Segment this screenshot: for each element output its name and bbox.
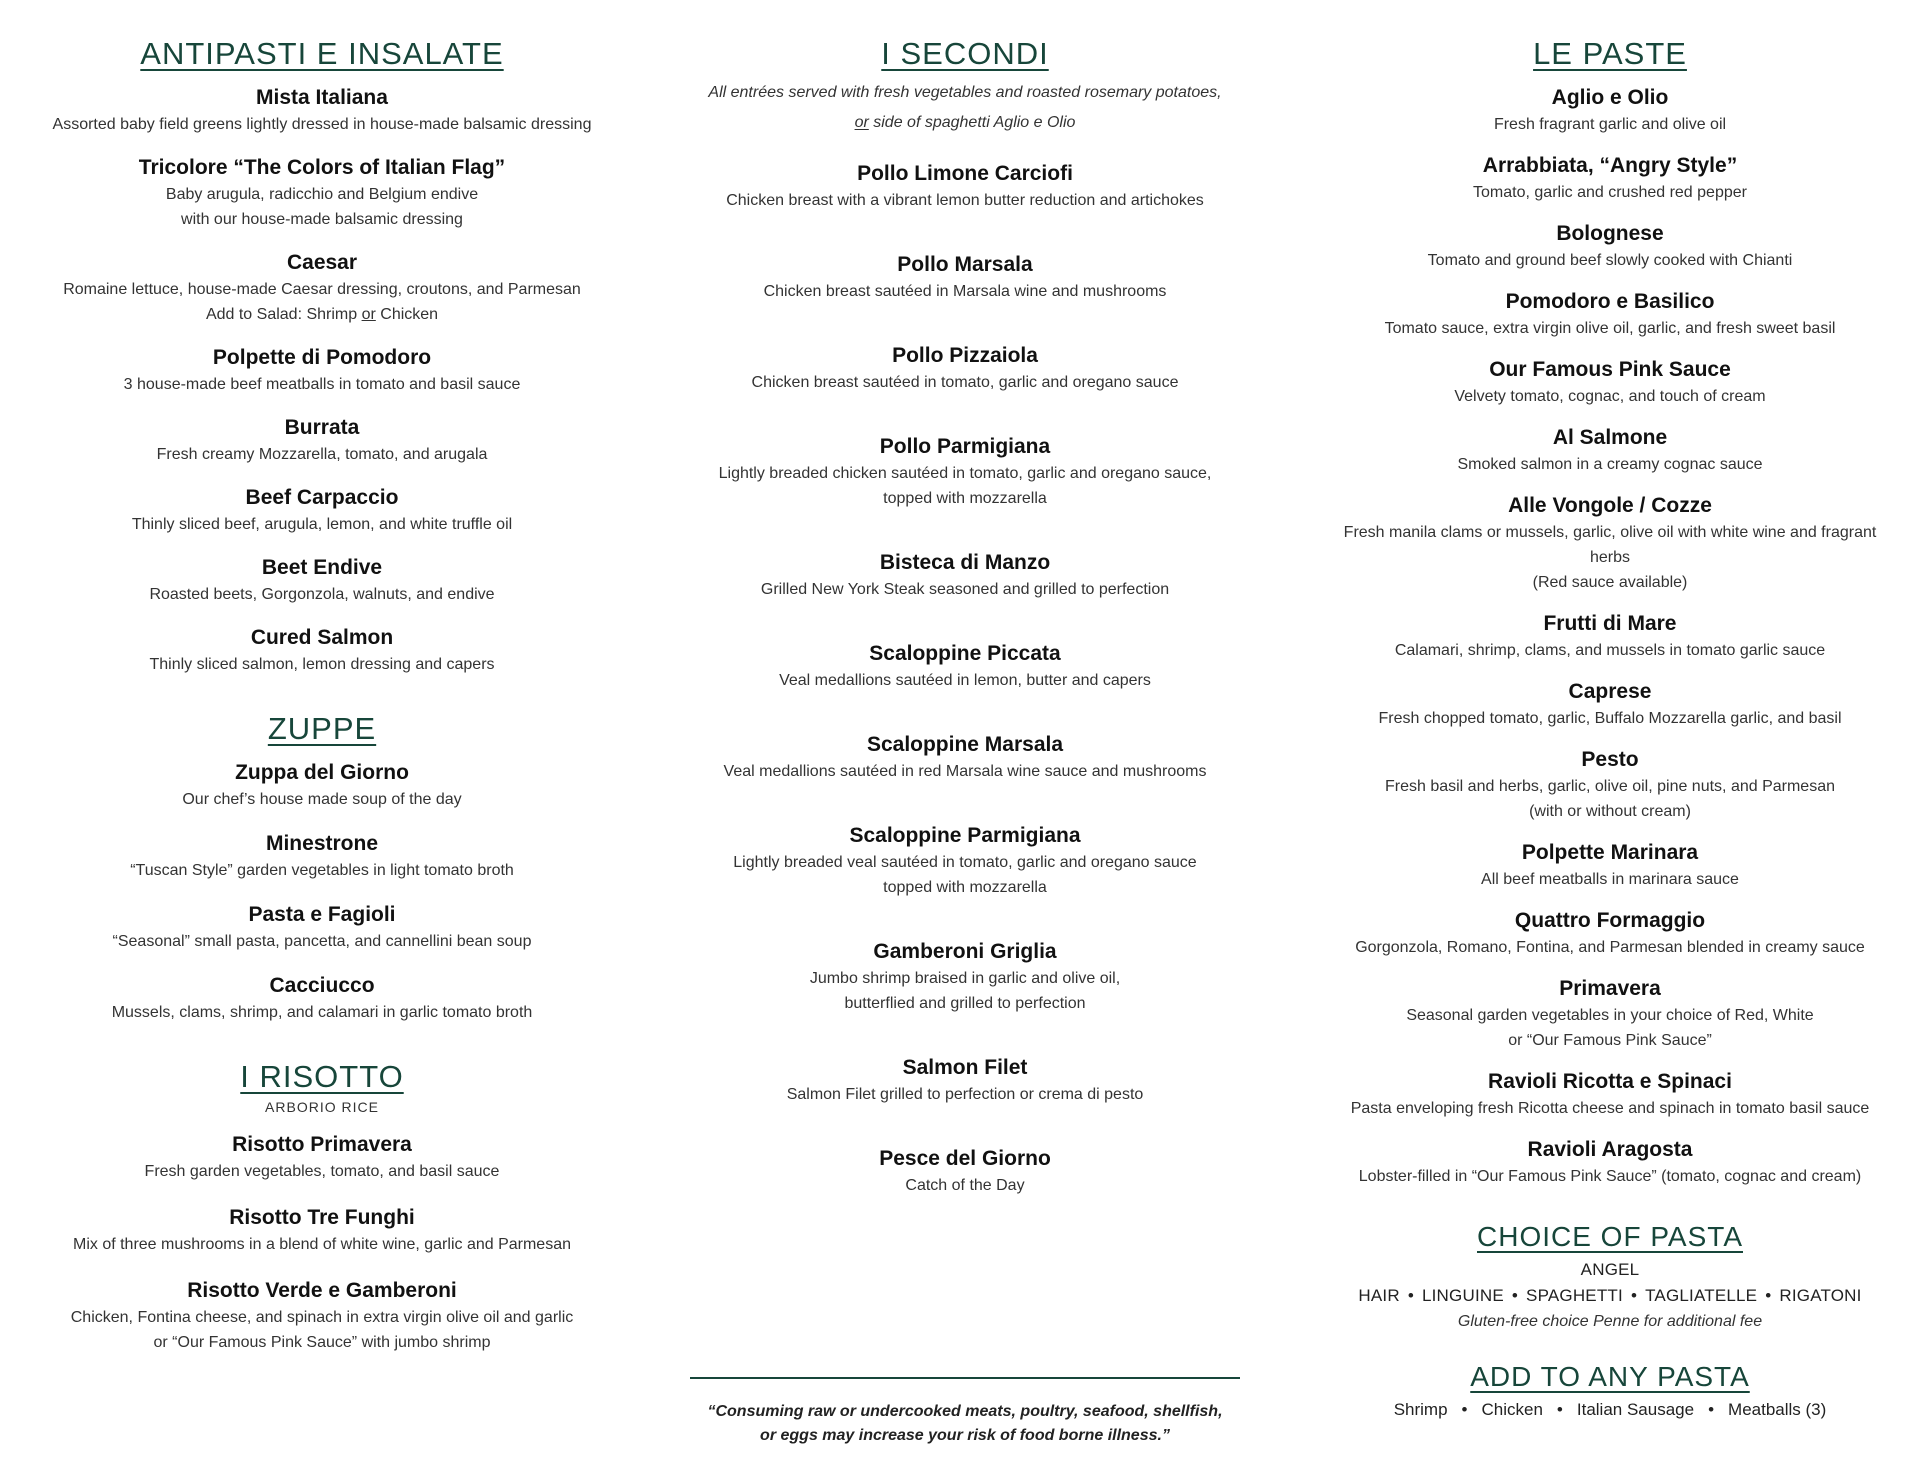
item-name: Risotto Tre Funghi [229,1206,415,1229]
menu-item [690,342,1240,395]
menu-item [1330,288,1890,341]
disclaimer-line1: “Consuming raw or undercooked meats, poultry, seafood, shellfish, [707,1403,1223,1420]
item-name: Scaloppine Piccata [869,642,1061,665]
item-name: Zuppa del Giorno [235,761,409,784]
secondi-intro [690,78,1240,138]
menu-item [52,759,592,812]
menu-item [52,484,592,537]
item-description: Grilled New York Steak seasoned and grilled to perfection [760,581,1170,598]
item-description: Tomato and ground beef slowly cooked with Chianti [1427,252,1793,269]
item-name: Beet Endive [261,556,383,579]
disclaimer-divider [690,1377,1240,1379]
item-name: Pollo Marsala [897,253,1033,276]
item-description: Baby arugula, radicchio and Belgium endive [165,186,479,203]
item-description: Jumbo shrimp braised in garlic and olive oil, [809,970,1121,987]
menu-item [52,554,592,607]
menu-item [690,1145,1240,1198]
item-addon-line [52,302,592,327]
item-description: Fresh creamy Mozzarella, tomato, and arugala [156,446,488,463]
pasta-option: RIGATONI [1779,1286,1862,1305]
add-to-pasta-options [1330,1397,1890,1423]
add-option: Meatballs (3) [1728,1400,1827,1419]
item-name: Bolognese [1556,222,1664,245]
left-column [52,34,592,1375]
item-description: Chicken breast sautéed in Marsala wine and mushrooms [763,283,1167,300]
item-name: Ravioli Aragosta [1527,1138,1693,1161]
item-name: Pollo Pizzaiola [892,344,1038,367]
item-description: Lightly breaded veal sautéed in tomato, garlic and oregano sauce [733,854,1197,871]
secondi-intro-line1: All entrées served with fresh vegetables and roasted rosemary potatoes, [708,84,1222,101]
zuppe-list [52,759,592,1025]
menu-item [1330,1068,1890,1121]
item-name: Arrabbiata, “Angry Style” [1482,154,1738,177]
item-description: Velvety tomato, cognac, and touch of cream [1454,388,1766,405]
item-name: Pollo Parmigiana [879,435,1051,458]
menu-item [1330,152,1890,205]
item-description: Thinly sliced beef, arugula, lemon, and white truffle oil [131,516,513,533]
item-description: Veal medallions sautéed in lemon, butter and capers [779,672,1151,689]
menu-item [690,160,1240,213]
item-name: Scaloppine Parmigiana [849,824,1081,847]
addon-or: or [361,306,376,323]
item-description: Tomato sauce, extra virgin olive oil, garlic, and fresh sweet basil [1384,320,1836,337]
menu-item [1330,975,1890,1053]
item-description: Our chef’s house made soup of the day [182,791,462,808]
pasta-option: LINGUINE [1421,1286,1504,1305]
secondi-title: I SECONDI [881,36,1049,71]
menu-item [690,251,1240,304]
food-safety-disclaimer [690,1400,1240,1448]
item-name: Burrata [284,416,360,439]
gluten-free-note: Gluten-free choice Penne for additional fee [1457,1313,1763,1330]
add-option: Shrimp [1393,1400,1448,1419]
separator-dot: • [1765,1286,1772,1305]
item-name: Scaloppine Marsala [866,733,1064,756]
menu-item [690,938,1240,1016]
item-description: Assorted baby field greens lightly dressed in house-made balsamic dressing [52,116,592,133]
separator-dot: • [1511,1286,1519,1305]
menu-item [690,640,1240,693]
menu-item [52,414,592,467]
item-description: “Tuscan Style” garden vegetables in light tomato broth [130,862,514,879]
addon-prefix: Add to Salad: Shrimp [205,306,362,323]
item-description: (with or without cream) [1529,803,1691,820]
item-name: Pesto [1581,748,1639,771]
item-name: Caprese [1568,680,1652,703]
menu-item [52,84,592,137]
menu-item [1330,907,1890,960]
item-name: Risotto Primavera [232,1133,412,1156]
menu-item [52,1204,592,1257]
menu-item [1330,356,1890,409]
separator-dot: • [1630,1286,1638,1305]
secondi-list [690,160,1240,1198]
separator-dot: • [1556,1400,1563,1419]
item-name: Alle Vongole / Cozze [1508,494,1712,517]
item-name: Ravioli Ricotta e Spinaci [1488,1070,1732,1093]
item-name: Pasta e Fagioli [248,903,396,926]
antipasti-list [52,84,592,677]
item-description: Veal medallions sautéed in red Marsala wine sauce and mushrooms [723,763,1207,780]
menu-item [690,731,1240,784]
menu-item [1330,678,1890,731]
item-description: Pasta enveloping fresh Ricotta cheese and spinach in tomato basil sauce [1350,1100,1870,1117]
item-description: Fresh garden vegetables, tomato, and basil sauce [144,1163,500,1180]
item-name: Frutti di Mare [1543,612,1677,635]
item-description: or “Our Famous Pink Sauce” with jumbo shrimp [153,1334,491,1351]
item-description: Calamari, shrimp, clams, and mussels in tomato garlic sauce [1394,642,1826,659]
menu-item [52,972,592,1025]
item-name: Pollo Limone Carciofi [857,162,1073,185]
item-name: Primavera [1559,977,1661,1000]
item-name: Bisteca di Manzo [879,551,1051,574]
secondi-intro-line2: side of spaghetti Aglio e Olio [868,114,1076,131]
pasta-option: SPAGHETTI [1526,1286,1623,1305]
menu-item [1330,424,1890,477]
item-name: Pomodoro e Basilico [1505,290,1715,313]
menu-item [52,249,592,327]
menu-item [690,433,1240,511]
item-name: Cacciucco [269,974,375,997]
item-description: topped with mozzarella [883,490,1047,507]
menu-item [1330,492,1890,595]
item-description: Romaine lettuce, house-made Caesar dressing, croutons, and Parmesan [63,281,581,298]
menu-item [690,822,1240,900]
item-description: 3 house-made beef meatballs in tomato and basil sauce [123,376,521,393]
secondi-intro-or: or [854,114,869,131]
item-name: Polpette Marinara [1521,841,1699,864]
item-description: Fresh manila clams or mussels, garlic, olive oil with white wine and fragrant herbs [1343,524,1877,566]
menu-item [1330,746,1890,824]
item-description: Seasonal garden vegetables in your choice of Red, White [1406,1007,1814,1024]
item-description: or “Our Famous Pink Sauce” [1508,1032,1712,1049]
item-description: Chicken, Fontina cheese, and spinach in extra virgin olive oil and garlic [70,1309,574,1326]
item-name: Risotto Verde e Gamberoni [187,1279,457,1302]
pasta-choice-options [1330,1257,1890,1309]
item-name: Gamberoni Griglia [873,940,1057,963]
menu-item [52,344,592,397]
menu-item [52,154,592,232]
item-name: Tricolore “The Colors of Italian Flag” [138,156,506,179]
item-description: topped with mozzarella [883,879,1047,896]
item-description: Fresh basil and herbs, garlic, olive oil, pine nuts, and Parmesan [1384,778,1835,795]
item-description: Smoked salmon in a creamy cognac sauce [1457,456,1763,473]
item-name: Beef Carpaccio [245,486,399,509]
risotto-subtitle: ARBORIO RICE [265,1099,379,1115]
menu-item [52,1277,592,1355]
separator-dot: • [1407,1286,1414,1305]
item-description: Thinly sliced salmon, lemon dressing and capers [149,656,495,673]
item-description: with our house-made balsamic dressing [181,211,463,228]
item-description: Catch of the Day [905,1177,1025,1194]
item-description: Chicken breast with a vibrant lemon butter reduction and artichokes [726,192,1204,209]
add-option: Italian Sausage [1576,1400,1695,1419]
item-description: Mix of three mushrooms in a blend of white wine, garlic and Parmesan [72,1236,571,1253]
item-description: Tomato, garlic and crushed red pepper [1473,184,1747,201]
item-name: Minestrone [265,832,378,855]
addon-suffix: Chicken [375,306,439,323]
item-description: All beef meatballs in marinara sauce [1481,871,1739,888]
menu-item [1330,839,1890,892]
item-name: Aglio e Olio [1551,86,1669,109]
menu-item [1330,220,1890,273]
paste-title: LE PASTE [1533,36,1687,71]
add-to-pasta-title: ADD TO ANY PASTA [1470,1361,1750,1392]
item-description: butterflied and grilled to perfection [844,995,1086,1012]
item-description: Chicken breast sautéed in tomato, garlic and oregano sauce [751,374,1179,391]
item-description: Fresh fragrant garlic and olive oil [1493,116,1727,133]
item-description: Lightly breaded chicken sautéed in tomato, garlic and oregano sauce, [718,465,1212,482]
pasta-option: TAGLIATELLE [1645,1286,1758,1305]
item-name: Polpette di Pomodoro [212,346,432,369]
item-name: Cured Salmon [250,626,394,649]
disclaimer-line2: or eggs may increase your risk of food borne illness.” [760,1427,1170,1444]
separator-dot: • [1708,1400,1715,1419]
item-description: Mussels, clams, shrimp, and calamari in garlic tomato broth [111,1004,533,1021]
menu-item [690,1054,1240,1107]
menu-item [1330,84,1890,137]
menu-item [690,549,1240,602]
antipasti-title: ANTIPASTI E INSALATE [140,36,504,71]
zuppe-title: ZUPPE [267,711,377,746]
item-description: Lobster-filled in “Our Famous Pink Sauce” (tomato, cognac and cream) [1358,1168,1862,1185]
pasta-option: ANGEL HAIR [1358,1260,1640,1305]
item-name: Our Famous Pink Sauce [1489,358,1731,381]
item-description: Roasted beets, Gorgonzola, walnuts, and endive [149,586,495,603]
menu-item [1330,1136,1890,1189]
item-name: Pesce del Giorno [879,1147,1051,1170]
item-name: Salmon Filet [902,1056,1028,1079]
item-name: Caesar [286,251,358,274]
menu-item [1330,610,1890,663]
risotto-list [52,1131,592,1355]
paste-list [1330,84,1890,1189]
item-description: Gorgonzola, Romano, Fontina, and Parmesan blended in creamy sauce [1355,939,1865,956]
item-name: Quattro Formaggio [1514,909,1706,932]
middle-column [690,34,1240,1236]
item-description: Fresh chopped tomato, garlic, Buffalo Mozzarella garlic, and basil [1378,710,1842,727]
pasta-choice-title: CHOICE OF PASTA [1477,1221,1743,1252]
menu-item [52,624,592,677]
add-option: Chicken [1481,1400,1543,1419]
item-name: Mista Italiana [256,86,388,109]
item-description: Salmon Filet grilled to perfection or crema di pesto [786,1086,1144,1103]
separator-dot: • [1461,1400,1468,1419]
item-description: (Red sauce available) [1532,574,1688,591]
menu-item [52,1131,592,1184]
item-description: “Seasonal” small pasta, pancetta, and cannellini bean soup [112,933,532,950]
risotto-title: I RISOTTO [240,1059,404,1094]
item-name: Al Salmone [1552,426,1668,449]
right-column [1330,34,1890,1423]
menu-item [52,830,592,883]
menu-item [52,901,592,954]
